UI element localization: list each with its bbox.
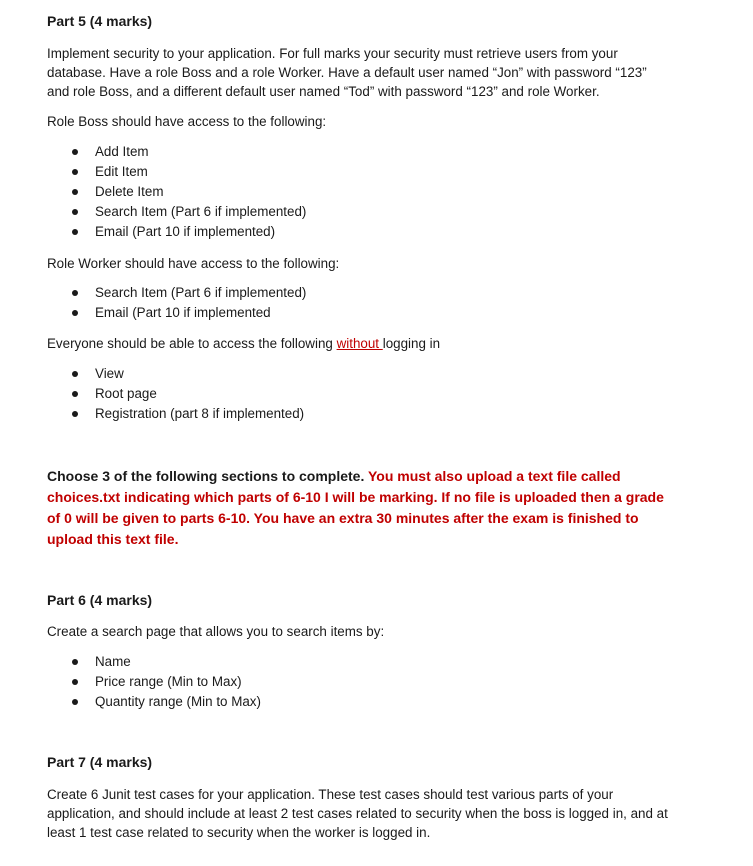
list-item [47,404,304,424]
list-item [47,364,304,384]
part6-heading: Part 6 (4 marks) [47,592,153,608]
part5-intro-line: database. Have a role Boss and a role Worker. Have a default user named “Jon” with password “123” [47,65,647,80]
worker-access-label: Role Worker should have access to the following: [47,256,340,271]
list-item [47,692,261,712]
everyone-label-text: Everyone should be able to access the following [47,336,337,351]
worker-access-list [47,283,306,323]
part5-heading: Part 5 (4 marks) [47,13,153,29]
list-item [47,202,306,222]
bullet-icon [72,310,78,316]
everyone-access-list [47,364,304,424]
everyone-access-label [47,334,440,353]
part7-body [47,785,668,842]
part5-intro [47,44,647,101]
choose-red-line: upload this text file. [47,531,179,547]
choose-black-text: Choose 3 of the following sections to complete. [47,468,368,484]
bullet-icon [72,411,78,417]
list-item-label: Search Item (Part 6 if implemented) [95,204,307,219]
bullet-icon [72,391,78,397]
part5-intro-line: Implement security to your application. For full marks your security must retrieve users from your [47,46,618,61]
choose-red-line: choices.txt indicating which parts of 6-10 I will be marking. If no file is uploaded then a grade [47,489,664,505]
bullet-icon [72,169,78,175]
list-item-label: Delete Item [95,184,164,199]
choose-red-line: of 0 will be given to parts 6-10. You have an extra 30 minutes after the exam is finished to [47,510,639,526]
part7-line: Create 6 Junit test cases for your application. These test cases should test various parts of your [47,787,614,802]
list-item [47,672,261,692]
bullet-icon [72,679,78,685]
part7-heading: Part 7 (4 marks) [47,754,153,770]
without-link: without [336,336,383,351]
list-item-label: Name [95,654,131,669]
bullet-icon [72,371,78,377]
list-item-label: Add Item [95,144,149,159]
choose-sections-instruction [47,466,664,550]
part7-line: least 1 test case related to security when the worker is logged in. [47,825,431,840]
boss-access-list [47,142,306,242]
search-criteria-list [47,652,261,712]
list-item [47,283,306,303]
bullet-icon [72,699,78,705]
list-item [47,652,261,672]
list-item-label: Edit Item [95,164,148,179]
everyone-label-text-end: logging in [382,336,441,351]
list-item [47,384,304,404]
list-item [47,222,306,242]
list-item-label: Search Item (Part 6 if implemented) [95,285,307,300]
bullet-icon [72,659,78,665]
choose-red-text: You must also upload a text file called [368,468,621,484]
part5-intro-line: and role Boss, and a different default user named “Tod” with password “123” and role Worker. [47,84,600,99]
list-item-label: Email (Part 10 if implemented) [95,224,276,239]
boss-access-label: Role Boss should have access to the following: [47,114,327,129]
list-item-label: Root page [95,386,157,401]
list-item [47,303,306,323]
list-item [47,142,306,162]
bullet-icon [72,149,78,155]
bullet-icon [72,290,78,296]
list-item-label: Registration (part 8 if implemented) [95,406,305,421]
choose-line [47,466,664,487]
list-item-label: Email (Part 10 if implemented [95,305,271,320]
list-item [47,162,306,182]
part6-intro: Create a search page that allows you to search items by: [47,624,385,639]
part7-line: application, and should include at least 2 test cases related to security when the boss is logged in, and at [47,806,668,821]
list-item [47,182,306,202]
bullet-icon [72,229,78,235]
bullet-icon [72,189,78,195]
list-item-label: Price range (Min to Max) [95,674,242,689]
bullet-icon [72,209,78,215]
list-item-label: Quantity range (Min to Max) [95,694,261,709]
list-item-label: View [95,366,124,381]
